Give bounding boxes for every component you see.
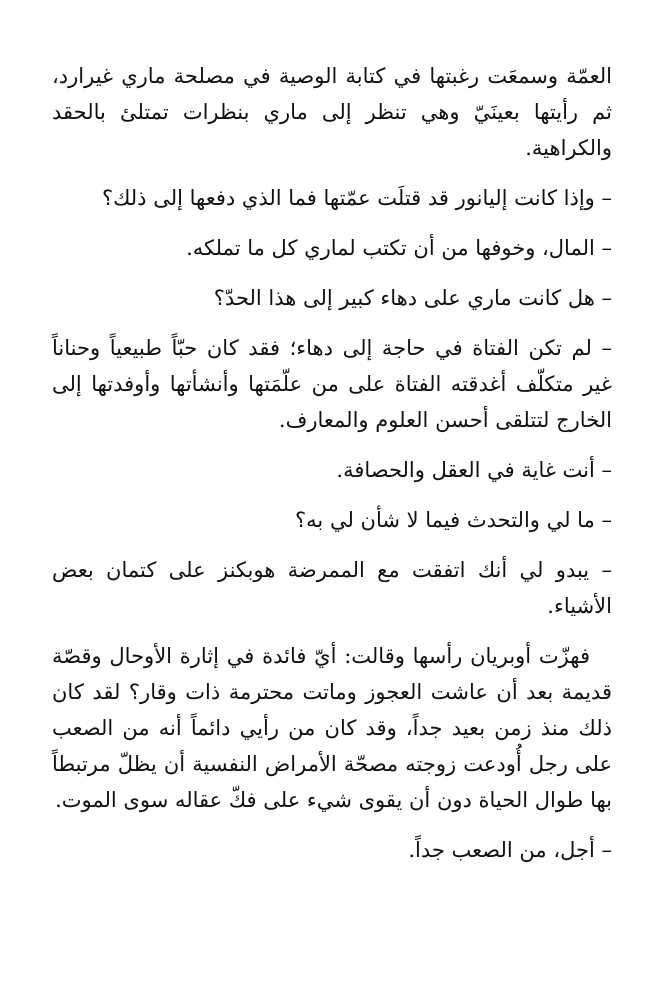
- paragraph-dialogue-motive-question: – وإذا كانت إليانور قد قتلَت عمّتها فما الذي دفعها إلى ذلك؟: [101, 186, 612, 210]
- paragraph-dialogue-very-difficult: – أجل، من الصعب جداً.: [408, 838, 612, 862]
- paragraph-dialogue-nurse-hopkins: – يبدو لي أنك اتفقت مع الممرضة هوبكنز على كتمان بعض الأشياء.: [52, 558, 612, 618]
- paragraph-dialogue-cunning-question: – هل كانت ماري على دهاء كبير إلى هذا الحدّ؟: [213, 286, 612, 310]
- paragraph-dialogue-natural-love: – لم تكن الفتاة في حاجة إلى دهاء؛ فقد كان حبّاً طبيعياً وحناناً غير متكلّف أغدقته الفتاة على من علّمَتها وأنشأتها وأوفدتها إلى الخارج لتتلقى أحسن العلوم والمعارف.: [52, 336, 612, 432]
- paragraph-narration-obrien: فهزّت أوبريان رأسها وقالت: أيّ فائدة في إثارة الأوحال وقصّة قديمة بعد أن عاشت العجوز وماتت محترمة ذات وقار؟ لقد كان ذلك منذ زمن بعيد جداً، وقد كان من رأيي دائماً أنه من الصعب على رجل أُودعت زوجته مصحّة الأمراض النفسية أن يظلّ مرتبطاً بها طوال الحياة دون أن يقوى شيء على فكّ عقاله سوى الموت.: [52, 644, 612, 812]
- book-page-text: [52, 58, 612, 882]
- paragraph-narration-aunt-will: العمّة وسمعَت رغبتها في كتابة الوصية في مصلحة ماري غيرارد، ثم رأيتها بعينَيّ وهي تنظر إلى ماري بنظرات تمتلئ بالحقد والكراهية.: [52, 64, 612, 160]
- paragraph-dialogue-not-my-business: – ما لي والتحدث فيما لا شأن لي به؟: [295, 508, 612, 532]
- paragraph-dialogue-money: – المال، وخوفها من أن تكتب لماري كل ما تملكه.: [186, 236, 612, 260]
- paragraph-dialogue-wisdom: – أنت غاية في العقل والحصافة.: [336, 458, 612, 482]
